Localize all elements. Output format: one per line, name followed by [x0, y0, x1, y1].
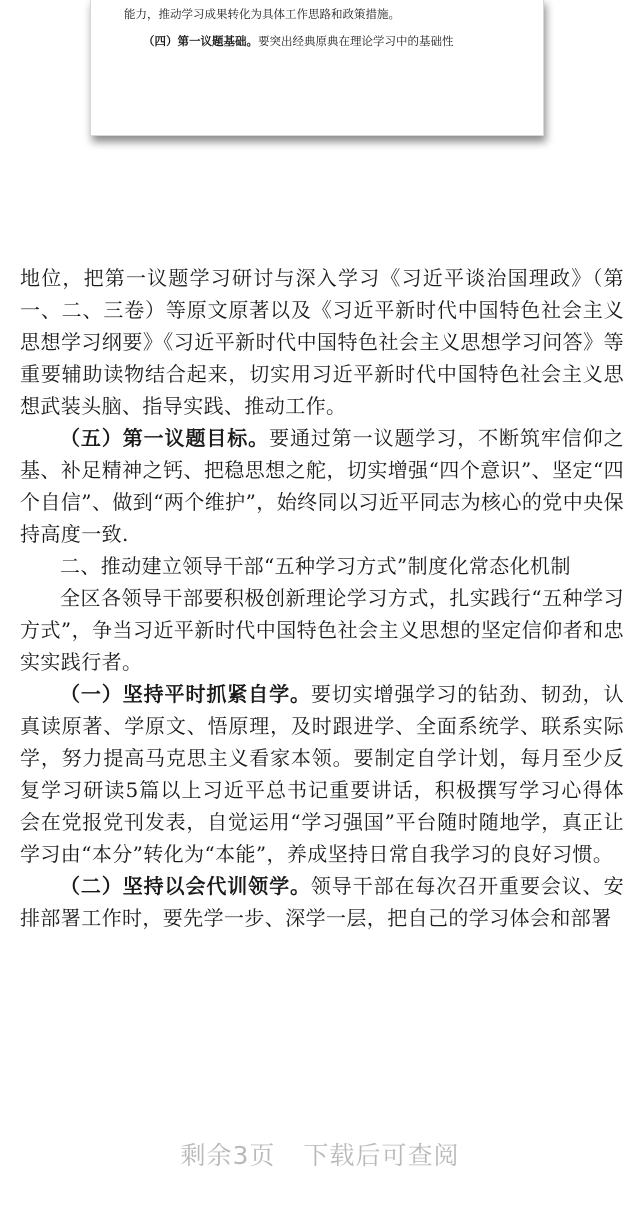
paragraph-text: 要切实增强学习的钻劲、韧劲，认真读原著、学原文、悟原理，及时跟进学、全面系统学、联系实际学，努力提高马克思主义看家本领。要制定自学计划，每月至少反复学习研读5篇以上习近平总书记重要讲话，积极撰写学习心得体会在党报党刊发表，自觉运用“学习强国”平台随时随地学，真正让学习由“本分”转化为“本能”，养成坚持日常自我学习的良好习惯。 [20, 682, 624, 866]
paragraph-heading: （一）坚持平时抓紧自学。 [60, 682, 311, 706]
document-body [20, 262, 624, 934]
section-heading [20, 550, 624, 582]
paragraph-self-study [20, 678, 624, 870]
paragraph-text: 全区各领导干部要积极创新理论学习方式，扎实践行“五种学习方式”，争当习近平新时代中国特色社会主义思想的坚定信仰者和忠实实践行者。 [20, 586, 624, 674]
previous-page-heading: （四）第一议题基础。 [143, 34, 258, 48]
paragraph-intro [20, 582, 624, 678]
previous-page-preview [90, 0, 544, 136]
previous-page-line: 能力，推动学习成果转化为具体工作思路和政策措施。 [124, 7, 400, 21]
paragraph-goal [20, 422, 624, 550]
paragraph-text: 要通过第一议题学习，不断筑牢信仰之基、补足精神之钙、把稳思想之舵，切实增强“四个意识”、坚定“四个自信”、做到“两个维护”，始终同以习近平同志为核心的党中央保持高度一致. [20, 426, 624, 546]
paragraph-continuation [20, 262, 624, 422]
previous-page-line [143, 34, 454, 48]
download-to-view-label[interactable]: 下载后可查阅 [303, 1141, 460, 1170]
section-heading-text: 二、推动建立领导干部“五种学习方式”制度化常态化机制 [60, 554, 571, 578]
paragraph-heading: （五）第一议题目标。 [60, 426, 270, 450]
paragraph-meeting-study [20, 870, 624, 934]
previous-page-text: 要突出经典原典在理论学习中的基础性 [258, 34, 454, 48]
paragraph-heading: （二）坚持以会代训领学。 [60, 874, 311, 898]
download-prompt[interactable] [0, 1136, 640, 1172]
remaining-pages-label: 剩余3页 [180, 1141, 276, 1170]
paragraph-text: 地位，把第一议题学习研讨与深入学习《习近平谈治国理政》（第一、二、三卷）等原文原著以及《习近平新时代中国特色社会主义思想学习纲要》《习近平新时代中国特色社会主义思想学习问答》等重要辅助读物结合起来，切实用习近平新时代中国特色社会主义思想武装头脑、指导实践、推动工作。 [20, 266, 624, 418]
paragraph-text: 领导干部在每次召开重要会议、安排部署工作时，要先学一步、深学一层，把自己的学习体会和部署 [20, 874, 624, 930]
